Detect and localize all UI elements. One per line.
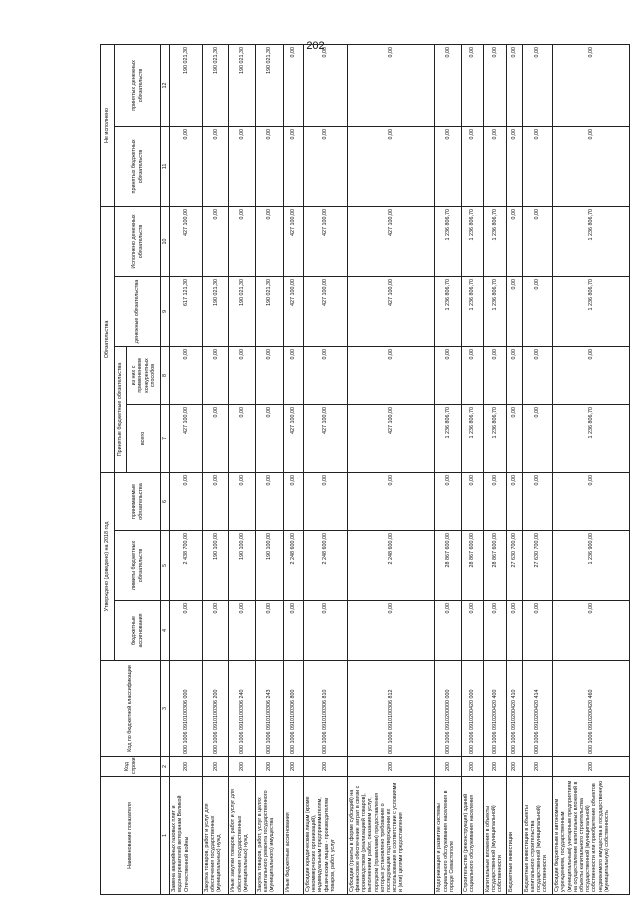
table-row [347, 44, 435, 894]
row-c10: 0,00 [507, 206, 522, 276]
row-c7: 427 100,00 [170, 404, 203, 472]
row-c12: 0,00 [284, 44, 304, 126]
row-c11: 0,00 [303, 126, 347, 206]
row-c4: 0,00 [170, 601, 203, 661]
row-kbk: 000 1006 0910100306 810 [303, 661, 347, 757]
row-name: Строительство (реконструкция) зданий социального обслуживания населения [461, 777, 483, 895]
row-c5: 28 867 600,00 [435, 531, 461, 601]
row-kbk: 000 1006 0910200000 000 [435, 661, 461, 757]
row-c7: 1 236 806,70 [461, 404, 483, 472]
header-budget-limits: лимиты бюджетных обязательств [115, 531, 161, 601]
row-c7: 0,00 [203, 404, 229, 472]
row-name: Иные бюджетные ассигнования [284, 777, 304, 895]
row-c7: 0,00 [522, 404, 552, 472]
row-c10: 1 236 806,70 [483, 206, 507, 276]
row-c12: 190 021,30 [203, 44, 229, 126]
row-c7: 1 236 806,70 [435, 404, 461, 472]
col-index: 8 [161, 346, 170, 404]
row-name: Модернизация и развитие системы социального обслуживания населения в городе Севастополе [435, 777, 461, 895]
row-c10: 427 100,00 [303, 206, 347, 276]
row-c4: 0,00 [522, 601, 552, 661]
row-c7: 0,00 [507, 404, 522, 472]
row-c4: 0,00 [507, 601, 522, 661]
col-index: 3 [161, 661, 170, 757]
col-index: 1 [161, 777, 170, 895]
row-c8: 0,00 [203, 346, 229, 404]
row-c5: 28 867 600,00 [483, 531, 507, 601]
row-c11: 0,00 [203, 126, 229, 206]
row-c8: 0,00 [483, 346, 507, 404]
row-kbk: 000 1006 0910100306 240 [229, 661, 255, 757]
row-c4: 0,00 [284, 601, 304, 661]
row-c10: 0,00 [203, 206, 229, 276]
row-c10: 1 236 806,70 [435, 206, 461, 276]
header-executed: Исполнено денежных обязательств [115, 206, 161, 276]
row-c11: 0,00 [170, 126, 203, 206]
row-c9: 1 236 806,70 [553, 276, 630, 346]
row-code: 200 [483, 757, 507, 777]
row-c11: 0,00 [483, 126, 507, 206]
row-c12: 0,00 [303, 44, 347, 126]
header-competitive: из них с применением конкурентных способов [127, 346, 161, 404]
row-name: Замена аварийных газовых плит и водонагревателей ветеранам Великой Отечественной войны [170, 777, 203, 895]
row-c7: 0,00 [229, 404, 255, 472]
row-c12: 190 021,30 [255, 44, 284, 126]
header-name: Наименование показателя [101, 777, 161, 895]
row-c9: 1 236 806,70 [435, 276, 461, 346]
row-c8: 0,00 [553, 346, 630, 404]
row-c11: 0,00 [522, 126, 552, 206]
row-c11: 0,00 [255, 126, 284, 206]
row-c8: 0,00 [284, 346, 304, 404]
row-c6: 0,00 [435, 472, 461, 530]
row-c4: 0,00 [553, 601, 630, 661]
table-row [522, 44, 552, 894]
col-index: 2 [161, 757, 170, 777]
row-name: Субсидии бюджетным и автономным учреждениям, государственным (муниципальным) унитарным предприятиям на осуществление капитальных вложений в объекты капитального строительства государственной (муниципальной) собственности или приобретение объектов недвижимого имущества в государственную (муниципальную) собственность [553, 777, 630, 895]
row-c6: 0,00 [170, 472, 203, 530]
row-code: 200 [203, 757, 229, 777]
row-c5: 190 100,00 [255, 531, 284, 601]
row-code: 200 [461, 757, 483, 777]
col-index: 5 [161, 531, 170, 601]
table-body [170, 44, 630, 894]
row-code: 200 [284, 757, 304, 777]
row-c5: 2 248 600,00 [284, 531, 304, 601]
row-c8: 0,00 [507, 346, 522, 404]
row-code: 200 [229, 757, 255, 777]
row-kbk: 000 1006 0910100306 812 [347, 661, 435, 757]
row-c8: 0,00 [255, 346, 284, 404]
row-c11: 0,00 [435, 126, 461, 206]
row-c5: 27 630 700,00 [522, 531, 552, 601]
report-table [100, 44, 630, 895]
row-name: Иные закупки товаров, работ и услуг для обеспечения государственных (муниципальных) нужд [229, 777, 255, 895]
row-c12: 190 021,30 [229, 44, 255, 126]
row-c12: 0,00 [483, 44, 507, 126]
row-c8: 0,00 [229, 346, 255, 404]
row-code: 200 [507, 757, 522, 777]
row-kbk: 000 1006 0910100306 800 [284, 661, 304, 757]
row-c7: 427 100,00 [347, 404, 435, 472]
row-c8: 0,00 [522, 346, 552, 404]
row-c5: 28 867 600,00 [461, 531, 483, 601]
table-row [255, 44, 284, 894]
row-kbk: 000 1006 0910200420 460 [553, 661, 630, 757]
row-c9: 190 021,30 [255, 276, 284, 346]
row-c6: 0,00 [255, 472, 284, 530]
col-index: 4 [161, 601, 170, 661]
row-c9: 190 021,30 [203, 276, 229, 346]
table-row [170, 44, 203, 894]
row-kbk: 000 1006 0910200420 414 [522, 661, 552, 757]
table-row [303, 44, 347, 894]
row-c5: 2 438 700,00 [170, 531, 203, 601]
row-c6: 0,00 [553, 472, 630, 530]
table-row [483, 44, 507, 894]
row-c10: 1 236 806,70 [461, 206, 483, 276]
row-c9: 617 121,30 [170, 276, 203, 346]
row-c9: 1 236 806,70 [461, 276, 483, 346]
row-code: 200 [170, 757, 203, 777]
header-ne-budget: принятых бюджетных обязательств [115, 126, 161, 206]
row-c8: 0,00 [461, 346, 483, 404]
row-c9: 190 021,30 [229, 276, 255, 346]
row-c8: 0,00 [435, 346, 461, 404]
row-c8: 0,00 [347, 346, 435, 404]
row-code: 200 [347, 757, 435, 777]
col-index: 11 [161, 126, 170, 206]
table-row [435, 44, 461, 894]
row-c12: 0,00 [435, 44, 461, 126]
row-kbk: 000 1006 0910100306 200 [203, 661, 229, 757]
row-kbk: 000 1006 0910100306 243 [255, 661, 284, 757]
row-c6: 0,00 [284, 472, 304, 530]
row-name: Закупка товаров, работ, услуг в целях капитального ремонта государственного (муниципального) имущества [255, 777, 284, 895]
row-c12: 0,00 [522, 44, 552, 126]
row-name: Субсидии (гранты в форме субсидий) на финансовое обеспечение затрат в связи с производством (реализацией товаров), выполнением работ, оказанием услуг, порядком (правилами) предоставления которых установлено требование о последующем подтверждении их использования в соответствии с условиями и (или) целями предоставления [347, 777, 435, 895]
col-index: 12 [161, 44, 170, 126]
row-c5: 27 630 700,00 [507, 531, 522, 601]
col-index: 7 [161, 404, 170, 472]
row-name: Капитальные вложения в объекты государственной (муниципальной) собственности [483, 777, 507, 895]
header-monetary: денежные обязательства [115, 276, 161, 346]
row-c12: 0,00 [507, 44, 522, 126]
row-c6: 0,00 [203, 472, 229, 530]
row-c4: 0,00 [303, 601, 347, 661]
row-c10: 427 100,00 [284, 206, 304, 276]
row-code: 200 [553, 757, 630, 777]
row-c4: 0,00 [483, 601, 507, 661]
table-row [553, 44, 630, 894]
row-c4: 0,00 [435, 601, 461, 661]
row-c4: 0,00 [229, 601, 255, 661]
header-row-code: Код строки [101, 757, 161, 777]
header-ne-monetary: принятых денежных обязательств [115, 44, 161, 126]
row-c10: 1 236 806,70 [553, 206, 630, 276]
row-code: 200 [522, 757, 552, 777]
row-c6: 0,00 [483, 472, 507, 530]
header-obligations: Обязательства [101, 206, 115, 472]
row-c10: 0,00 [229, 206, 255, 276]
row-code: 200 [303, 757, 347, 777]
row-c5: 1 236 900,00 [553, 531, 630, 601]
row-c6: 0,00 [347, 472, 435, 530]
row-c5: 2 248 600,00 [347, 531, 435, 601]
col-index: 6 [161, 472, 170, 530]
row-c6: 0,00 [229, 472, 255, 530]
row-name: Закупка товаров, работ и услуг для обеспечения государственных (муниципальных) нужд [203, 777, 229, 895]
row-kbk: 000 1006 0910100306 000 [170, 661, 203, 757]
row-name: Бюджетные инвестиции в объекты капитального строительства государственной (муниципальной) собственности [522, 777, 552, 895]
header-approved: Утверждено (доведено) на 2018 год [101, 472, 115, 660]
row-kbk: 000 1006 0910200420 000 [461, 661, 483, 757]
row-c7: 1 236 806,70 [553, 404, 630, 472]
row-code: 200 [255, 757, 284, 777]
row-c7: 0,00 [255, 404, 284, 472]
header-budget-allocations: бюджетные ассигнования [115, 601, 161, 661]
row-c11: 0,00 [461, 126, 483, 206]
row-c10: 427 100,00 [347, 206, 435, 276]
row-c4: 0,00 [461, 601, 483, 661]
table-row [284, 44, 304, 894]
row-c12: 0,00 [461, 44, 483, 126]
header-accepted-obligations: принимаемые обязательства [115, 472, 161, 530]
row-c10: 427 100,00 [170, 206, 203, 276]
row-c9: 1 236 806,70 [483, 276, 507, 346]
row-c9: 0,00 [522, 276, 552, 346]
row-c9: 427 100,00 [303, 276, 347, 346]
row-c6: 0,00 [522, 472, 552, 530]
row-c11: 0,00 [507, 126, 522, 206]
header-budget-code: Код по бюджетной классификации [101, 661, 161, 757]
row-kbk: 000 1006 0910200420 410 [507, 661, 522, 757]
row-c6: 0,00 [507, 472, 522, 530]
row-c11: 0,00 [347, 126, 435, 206]
col-index: 10 [161, 206, 170, 276]
row-c6: 0,00 [461, 472, 483, 530]
row-c12: 0,00 [553, 44, 630, 126]
header-accepted-budget: Принятые бюджетные обязательства [115, 346, 127, 472]
row-c7: 427 100,00 [284, 404, 304, 472]
row-c5: 190 100,00 [229, 531, 255, 601]
row-code: 200 [435, 757, 461, 777]
row-kbk: 000 1006 0910200420 400 [483, 661, 507, 757]
row-c10: 0,00 [522, 206, 552, 276]
row-c5: 2 248 600,00 [303, 531, 347, 601]
row-c7: 427 100,00 [303, 404, 347, 472]
row-c12: 190 021,30 [170, 44, 203, 126]
row-c11: 0,00 [229, 126, 255, 206]
row-c9: 0,00 [507, 276, 522, 346]
row-c5: 190 100,00 [203, 531, 229, 601]
page-number: 202 [306, 40, 325, 52]
row-c8: 0,00 [170, 346, 203, 404]
header-not-executed: Не исполнено [101, 44, 115, 206]
row-c4: 0,00 [347, 601, 435, 661]
table-row [229, 44, 255, 894]
row-c7: 1 236 806,70 [483, 404, 507, 472]
row-c10: 0,00 [255, 206, 284, 276]
header-total: всего [127, 404, 161, 472]
row-name: Субсидии юридическим лицам (кроме некоммерческих организаций), индивидуальным предпринимателям, физическим лицам - производителям товаров, работ, услуг [303, 777, 347, 895]
table-row [203, 44, 229, 894]
row-c11: 0,00 [553, 126, 630, 206]
row-c6: 0,00 [303, 472, 347, 530]
row-c9: 427 100,00 [347, 276, 435, 346]
row-name: Бюджетные инвестиции [507, 777, 522, 895]
table-row [507, 44, 522, 894]
row-c4: 0,00 [255, 601, 284, 661]
row-c12: 0,00 [347, 44, 435, 126]
table-row [461, 44, 483, 894]
row-c4: 0,00 [203, 601, 229, 661]
row-c8: 0,00 [303, 346, 347, 404]
col-index: 9 [161, 276, 170, 346]
row-c11: 0,00 [284, 126, 304, 206]
row-c9: 427 100,00 [284, 276, 304, 346]
